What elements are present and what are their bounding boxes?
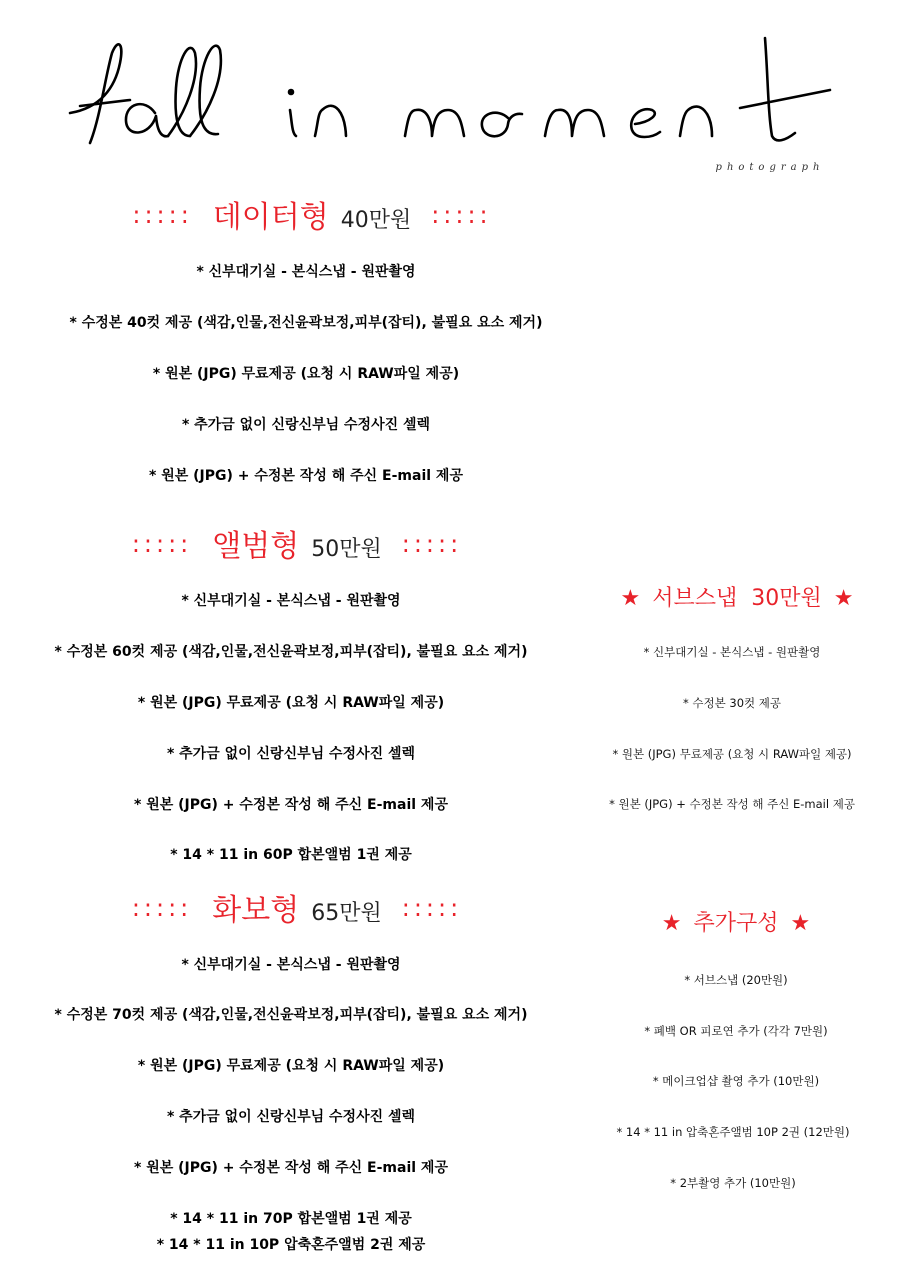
extras-heading (650, 911, 822, 937)
dots-right: ::::: (401, 530, 463, 558)
package-name: 화보형 (212, 893, 300, 928)
dots-right: ::::: (431, 201, 492, 229)
list-item: * 메이크업샵 촬영 추가 (10만원) (652, 1074, 820, 1088)
list-item: * 2부촬영 추가 (10만원) (670, 1176, 796, 1190)
list-item: * 원본 (JPG) + 수정본 작성 해 주신 E-mail 제공 (134, 797, 448, 813)
package-heading-data (132, 198, 491, 238)
list-item: * 신부대기실 - 본식스냅 - 원판촬영 (643, 645, 821, 659)
list-item: * 14 * 11 in 70P 합본앨범 1권 제공 (170, 1211, 412, 1227)
list-item: * 추가금 없이 신랑신부님 수정사진 셀렉 (166, 746, 416, 762)
dots-right: ::::: (401, 894, 463, 922)
dots-left: ::::: (131, 530, 193, 558)
list-item: * 수정본 40컷 제공 (색감,인물,전신윤곽보정,피부(잡티), 불필요 요소 제거) (69, 315, 543, 331)
extras-title: 추가구성 (693, 911, 779, 936)
package-heading-pictorial (132, 891, 462, 931)
list-item: * 수정본 60컷 제공 (색감,인물,전신윤곽보정,피부(잡티), 불필요 요소 제거) (54, 644, 528, 660)
list-item: * 원본 (JPG) + 수정본 작성 해 주신 E-mail 제공 (134, 1160, 448, 1176)
brand-subtitle: photograph (715, 162, 825, 173)
list-item: * 폐백 OR 피로연 추가 (각각 7만원) (644, 1024, 828, 1038)
list-item: * 원본 (JPG) 무료제공 (요청 시 RAW파일 제공) (152, 366, 460, 382)
brand-logo (60, 18, 860, 153)
list-item: * 수정본 70컷 제공 (색감,인물,전신윤곽보정,피부(잡티), 불필요 요소 제거) (54, 1007, 528, 1023)
star-icon: ★ (620, 586, 641, 611)
list-item: * 추가금 없이 신랑신부님 수정사진 셀렉 (166, 1109, 416, 1125)
list-item: * 원본 (JPG) + 수정본 작성 해 주신 E-mail 제공 (609, 797, 855, 811)
star-icon: ★ (661, 911, 682, 936)
package-name: 데이터형 (212, 200, 329, 235)
package-price: 50만원 (311, 537, 382, 562)
list-item: * 원본 (JPG) 무료제공 (요청 시 RAW파일 제공) (612, 747, 852, 761)
list-item: * 14 * 11 in 10P 압축혼주앨범 2권 제공 (156, 1237, 426, 1253)
star-icon: ★ (790, 911, 811, 936)
list-item: * 신부대기실 - 본식스냅 - 원판촬영 (196, 264, 416, 280)
list-item: * 수정본 30컷 제공 (682, 696, 782, 710)
list-item: * 원본 (JPG) 무료제공 (요청 시 RAW파일 제공) (137, 695, 445, 711)
subsnap-price: 30만원 (751, 586, 822, 611)
list-item: * 원본 (JPG) + 수정본 작성 해 주신 E-mail 제공 (149, 468, 463, 484)
package-price: 65만원 (311, 901, 382, 926)
subsnap-title: 서브스냅 (652, 586, 738, 611)
list-item: * 서브스냅 (20만원) (684, 973, 788, 987)
package-name: 앨범형 (212, 529, 300, 564)
star-icon: ★ (833, 586, 854, 611)
dots-left: ::::: (131, 894, 193, 922)
list-item: * 원본 (JPG) 무료제공 (요청 시 RAW파일 제공) (137, 1058, 445, 1074)
list-item: * 14 * 11 in 압축혼주앨범 10P 2권 (12만원) (616, 1125, 850, 1139)
subsnap-heading (609, 586, 866, 612)
list-item: * 14 * 11 in 60P 합본앨범 1권 제공 (170, 847, 412, 863)
package-price: 40만원 (340, 208, 412, 233)
list-item: * 추가금 없이 신랑신부님 수정사진 셀렉 (181, 417, 431, 433)
list-item: * 신부대기실 - 본식스냅 - 원판촬영 (181, 957, 401, 973)
package-heading-album (132, 527, 462, 567)
list-item: * 신부대기실 - 본식스냅 - 원판촬영 (181, 593, 401, 609)
dots-left: ::::: (132, 201, 193, 229)
